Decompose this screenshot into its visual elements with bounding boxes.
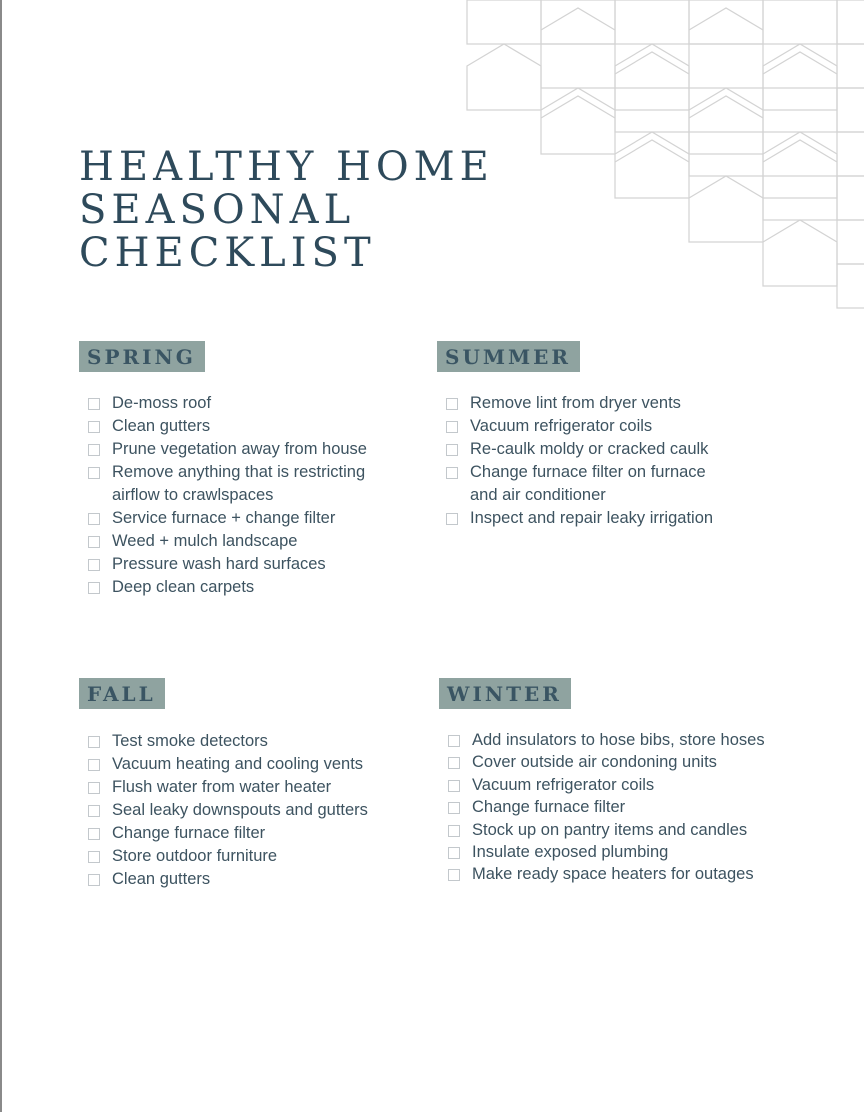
checklist-item-text: Pressure wash hard surfaces <box>112 555 326 573</box>
house-outline-shape <box>541 44 615 88</box>
checklist-item <box>79 530 367 553</box>
checklist-item-text: De-moss roof <box>112 394 212 412</box>
house-outline-shape <box>689 0 763 44</box>
checkbox[interactable] <box>88 536 100 548</box>
checklist-item <box>437 507 713 530</box>
checkbox[interactable] <box>448 802 460 814</box>
checklist-item <box>437 461 713 507</box>
checklist-item-text: Deep clean carpets <box>112 578 255 596</box>
checklist-item-text: Clean gutters <box>112 870 211 888</box>
checkbox[interactable] <box>88 421 100 433</box>
checkbox[interactable] <box>448 780 460 792</box>
checkbox[interactable] <box>88 782 100 794</box>
roof-line-shape <box>689 8 763 30</box>
house-outline-shape <box>541 0 615 44</box>
checklist-item-text: Change furnace filter on furnace <box>470 463 706 481</box>
checklist-item-text: Stock up on pantry items and candles <box>472 820 748 839</box>
checklist-item <box>79 845 368 868</box>
checklist-item-text: Flush water from water heater <box>112 778 332 796</box>
house-outline-shape <box>837 176 864 220</box>
checklist-item-text: Service furnace + change filter <box>112 509 336 527</box>
checkbox[interactable] <box>88 513 100 525</box>
checklist-item <box>79 868 368 891</box>
house-outline-shape <box>467 44 541 110</box>
house-outline-shape <box>689 44 763 88</box>
roof-line-shape <box>541 96 615 118</box>
section-summer <box>437 341 713 530</box>
checklist-item-text: Vacuum refrigerator coils <box>472 775 655 794</box>
checklist-item <box>79 822 368 845</box>
checkbox[interactable] <box>446 467 458 479</box>
section-header-fall: FALL <box>79 678 165 709</box>
checklist-item <box>439 841 765 863</box>
house-outline-shape <box>837 44 864 88</box>
checklist-item <box>79 461 367 507</box>
section-header-winter: WINTER <box>439 678 571 709</box>
checklist-item <box>79 438 367 461</box>
section-fall <box>79 678 368 891</box>
checkbox[interactable] <box>88 851 100 863</box>
house-outline-shape <box>689 88 763 154</box>
checklist-item <box>79 730 368 753</box>
house-outline-shape <box>837 88 864 132</box>
checklist-item <box>437 392 713 415</box>
checklist-item-text: Re-caulk moldy or cracked caulk <box>470 440 709 458</box>
checklist-item-text: Prune vegetation away from house <box>112 440 367 458</box>
checklist-item-text: Add insulators to hose bibs, store hoses <box>472 731 765 749</box>
checklist-item-text: Vacuum refrigerator coils <box>470 417 653 435</box>
checklist-item-text: Remove lint from dryer vents <box>470 394 681 412</box>
roof-line-shape <box>689 96 763 118</box>
checklist-item <box>439 863 765 885</box>
checklist-item-text: Seal leaky downspouts and gutters <box>112 801 368 819</box>
checklist-item-text: Inspect and repair leaky irrigation <box>470 509 714 527</box>
checklist-item-text: Test smoke detectors <box>112 732 268 750</box>
checklist-item <box>437 438 713 461</box>
checklist-item <box>79 799 368 822</box>
checklist-item <box>437 415 713 438</box>
checklist-item <box>79 415 367 438</box>
checklist-item-text: Change furnace filter <box>472 798 626 817</box>
checkbox[interactable] <box>88 467 100 479</box>
section-spring <box>79 341 367 599</box>
checklist-winter <box>439 729 765 886</box>
checklist-item-text: Cover outside air condoning units <box>472 753 717 772</box>
checklist-item <box>439 796 765 818</box>
house-outline-shape <box>763 220 837 286</box>
checklist-fall <box>79 730 368 891</box>
section-header-spring: SPRING <box>79 341 205 372</box>
house-outline-shape <box>467 0 541 44</box>
title-line-1: HEALTHY HOME <box>79 144 494 190</box>
checklist-item <box>79 753 368 776</box>
checklist-item <box>439 729 765 751</box>
house-outline-shape <box>763 0 837 44</box>
section-header-summer: SUMMER <box>437 341 580 372</box>
checkbox[interactable] <box>448 825 460 837</box>
checkbox[interactable] <box>446 513 458 525</box>
house-outline-shape <box>689 176 763 242</box>
checkbox[interactable] <box>88 828 100 840</box>
checkbox[interactable] <box>88 759 100 771</box>
checklist-item-text: Make ready space heaters for outages <box>472 865 754 884</box>
house-outline-shape <box>837 0 864 44</box>
roof-line-shape <box>763 52 837 74</box>
checklist-item-text-continued: and air conditioner <box>470 486 606 504</box>
checkbox[interactable] <box>448 869 460 881</box>
checkbox[interactable] <box>448 757 460 769</box>
roof-line-shape <box>615 52 689 74</box>
checklist-item-text: Remove anything that is restricting <box>112 463 366 481</box>
page-title <box>79 146 494 275</box>
house-outline-shape <box>837 220 864 264</box>
checkbox[interactable] <box>448 847 460 859</box>
checklist-item <box>79 553 367 576</box>
checklist-item <box>79 576 367 599</box>
checklist-item-text: Clean gutters <box>112 417 211 435</box>
checklist-item-text: Insulate exposed plumbing <box>472 843 669 862</box>
title-line-3: CHECKLIST <box>79 230 376 276</box>
checkbox[interactable] <box>446 398 458 410</box>
checkbox[interactable] <box>88 582 100 594</box>
checkbox[interactable] <box>88 398 100 410</box>
section-winter <box>439 678 765 886</box>
title-line-2: SEASONAL <box>79 187 356 233</box>
roof-line-shape <box>763 140 837 162</box>
house-outline-shape <box>837 264 864 308</box>
checkbox[interactable] <box>448 735 460 747</box>
checkbox[interactable] <box>446 444 458 456</box>
checklist-item-text: Vacuum heating and cooling vents <box>112 755 364 773</box>
checklist-item-text: Change furnace filter <box>112 824 266 842</box>
checklist-item <box>439 819 765 841</box>
checkbox[interactable] <box>446 421 458 433</box>
checkbox[interactable] <box>88 736 100 748</box>
checklist-item <box>79 507 367 530</box>
house-outline-shape <box>615 44 689 110</box>
checkbox[interactable] <box>88 805 100 817</box>
checkbox[interactable] <box>88 874 100 886</box>
roof-line-shape <box>541 8 615 30</box>
checklist-item-text-continued: airflow to crawlspaces <box>112 486 274 504</box>
house-outline-shape <box>763 132 837 198</box>
checklist-item <box>79 776 368 799</box>
checklist-spring <box>79 392 367 599</box>
checkbox[interactable] <box>88 444 100 456</box>
house-outline-shape <box>615 0 689 44</box>
house-outline-shape <box>837 132 864 176</box>
checklist-item-text: Weed + mulch landscape <box>112 532 298 550</box>
checklist-item <box>439 774 765 796</box>
checkbox[interactable] <box>88 559 100 571</box>
checklist-item <box>79 392 367 415</box>
house-outline-shape <box>763 44 837 110</box>
house-outline-shape <box>615 132 689 198</box>
checklist-item <box>439 751 765 773</box>
checklist-item-text: Store outdoor furniture <box>112 847 278 865</box>
checklist-summer <box>437 392 713 530</box>
house-outline-shape <box>541 88 615 154</box>
roof-line-shape <box>615 140 689 162</box>
